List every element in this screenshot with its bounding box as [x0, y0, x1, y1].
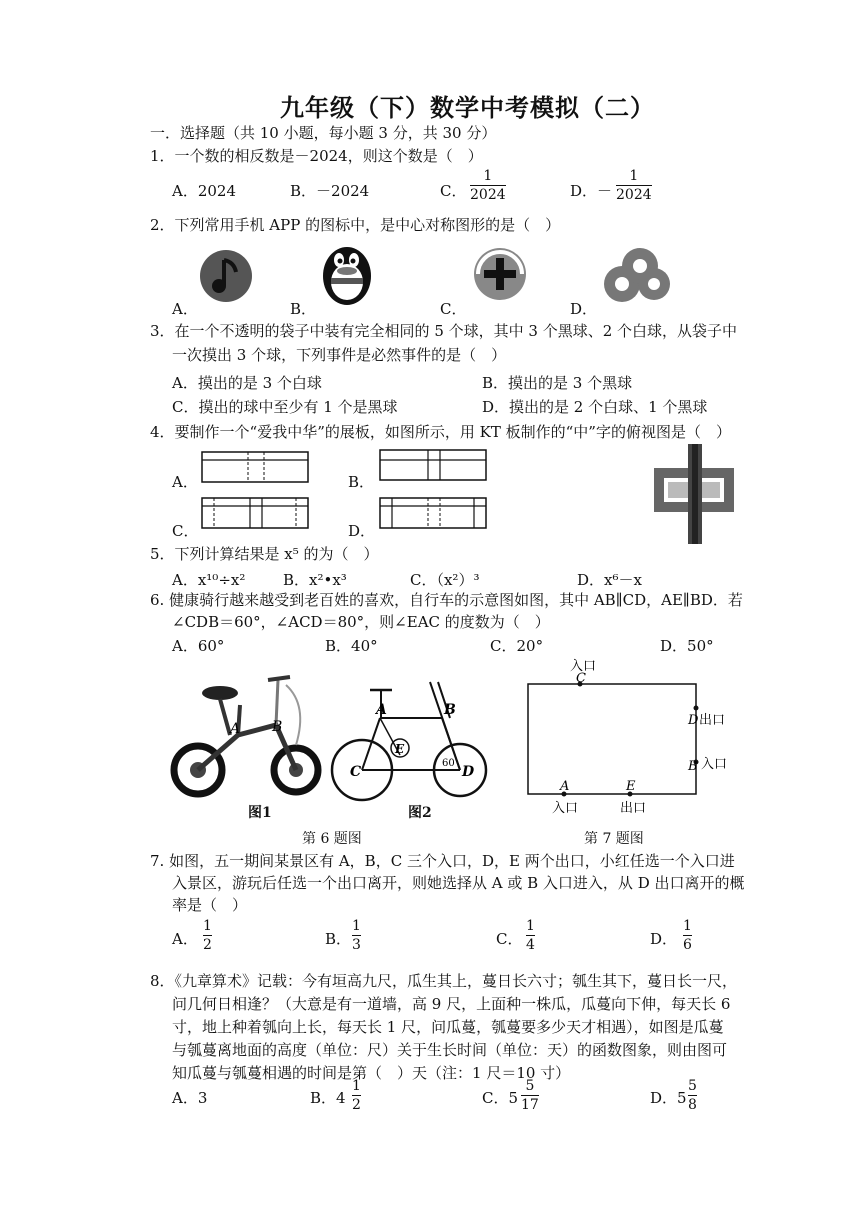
music-app-icon	[200, 246, 252, 304]
q4-option-d-view	[378, 496, 490, 532]
q8-option-d-fraction	[688, 1078, 697, 1113]
bike-label-b: B	[272, 719, 283, 735]
point-c: C	[350, 764, 362, 780]
figure-2-label: 图2	[408, 805, 432, 821]
q5-option-d[interactable]: D．x⁶－x	[577, 571, 642, 589]
q8-option-c-fraction	[521, 1078, 539, 1113]
fraction-numerator: 1	[526, 918, 535, 934]
q8-stem-line5: 知瓜蔓与瓠蔓相遇的时间是第（ ）天（注：1 尺＝10 寸）	[172, 1064, 571, 1082]
q8-stem-line2: 问几何日相逢？（大意是有一道墙，高 9 尺，上面种一株瓜，瓜蔓向下伸，每天长 6	[172, 995, 731, 1013]
q1-option-c-fraction	[470, 168, 506, 203]
q4-option-b[interactable]: B．	[348, 473, 375, 491]
map-a-entry-label: 入口	[552, 801, 579, 816]
fraction-denominator: 3	[352, 937, 361, 953]
fraction-denominator: 2024	[616, 187, 652, 203]
q3-option-d[interactable]: D．摸出的是 2 个白球、1 个黑球	[482, 398, 708, 416]
map-point-c: C	[576, 671, 586, 686]
q3-stem-line1: 3．在一个不透明的袋子中装有完全相同的 5 个球，其中 3 个黑球、2 个白球，从袋子中	[150, 322, 738, 340]
q1-option-b[interactable]: B．－2024	[290, 182, 370, 200]
fraction-denominator: 17	[521, 1097, 539, 1113]
fraction-numerator: 5	[525, 1078, 535, 1094]
q8-stem-line4: 与瓠蔓离地面的高度（单位：尺）关于生长时间（单位：天）的函数图象，则由图可	[172, 1041, 728, 1059]
q2-option-d[interactable]: D．	[570, 300, 598, 318]
zhong-character-model	[652, 442, 738, 546]
q7-stem-line2: 入景区，游玩后任选一个出口离开，则她选择从 A 或 B 入口进入，从 D 出口离开的概	[172, 874, 745, 892]
bicycle-diagram	[330, 680, 490, 805]
q1-option-d[interactable]: D．－	[570, 182, 613, 200]
q7-option-a-fraction	[203, 918, 212, 953]
q4-option-b-view	[378, 448, 490, 484]
figure-1-label: 图1	[248, 805, 272, 821]
map-point-a: A	[560, 779, 570, 794]
bike-label-a: A	[230, 721, 241, 737]
q4-option-c[interactable]: C．	[172, 522, 199, 540]
q4-option-c-view	[200, 496, 312, 532]
map-c-entry-label: 入口	[570, 659, 597, 674]
fraction-numerator: 5	[688, 1078, 697, 1094]
scenic-area-map	[518, 656, 740, 820]
q6-option-c[interactable]: C．20°	[490, 637, 544, 655]
q5-option-c[interactable]: C．（x²）³	[410, 571, 480, 589]
q1-option-d-fraction	[616, 168, 652, 203]
bicycle-photo	[168, 665, 326, 800]
map-point-b: B	[688, 759, 698, 774]
q8-option-a[interactable]: A．3	[172, 1089, 208, 1107]
point-d: D	[462, 764, 475, 780]
q6-option-d[interactable]: D．50°	[660, 637, 714, 655]
q1-option-c[interactable]: C．	[440, 182, 467, 200]
q7-option-a[interactable]: A．	[172, 930, 198, 948]
q7-option-c[interactable]: C．	[496, 930, 523, 948]
q8-option-d[interactable]: D．5	[650, 1089, 687, 1107]
cloud-rings-app-icon	[600, 246, 672, 308]
q7-stem-line3: 率是（ ）	[172, 896, 248, 914]
q7-option-b[interactable]: B．	[325, 930, 352, 948]
q4-stem: 4．要制作一个“爱我中华”的展板，如图所示，用 KT 板制作的“中”字的俯视图是（ ）	[150, 423, 731, 441]
q8-option-c[interactable]: C．5	[482, 1089, 519, 1107]
point-e: E	[395, 742, 405, 756]
fraction-denominator: 2024	[470, 187, 506, 203]
fraction-denominator: 2	[203, 937, 212, 953]
q1-stem: 1．一个数的相反数是－2024，则这个数是（ ）	[150, 147, 483, 165]
figure-7-caption: 第 7 题图	[584, 831, 644, 847]
fraction-denominator: 2	[352, 1097, 361, 1113]
fraction-numerator: 1	[203, 918, 212, 934]
plus-app-icon	[472, 246, 528, 302]
q5-stem: 5．下列计算结果是 x⁵ 的为（ ）	[150, 545, 379, 563]
q5-option-a[interactable]: A．x¹⁰÷x²	[172, 571, 246, 589]
map-e-exit-label: 出口	[620, 801, 647, 816]
q8-stem-line1: 8．《九章算术》记载：今有垣高九尺，瓜生其上，蔓日长六寸；瓠生其下，蔓日长一尺，	[150, 972, 738, 990]
q3-option-a[interactable]: A．摸出的是 3 个白球	[172, 374, 322, 392]
q3-option-b[interactable]: B．摸出的是 3 个黑球	[482, 374, 633, 392]
q8-option-b[interactable]: B．4	[310, 1089, 346, 1107]
q6-stem-line1: 6. 健康骑行越来越受到老百姓的喜欢，自行车的示意图如图，其中 AB∥CD，AE∥BD．若	[150, 591, 743, 609]
q3-stem-line2: 一次摸出 3 个球，下列事件是必然事件的是（ ）	[172, 346, 507, 364]
q6-stem-line2: ∠CDB＝60°，∠ACD＝80°，则∠EAC 的度数为（ ）	[172, 613, 550, 631]
fraction-denominator: 4	[526, 937, 535, 953]
map-point-e: E	[626, 779, 636, 794]
fraction-numerator: 1	[352, 918, 361, 934]
q5-option-b[interactable]: B．x²•x³	[283, 571, 347, 589]
q4-option-d[interactable]: D．	[348, 522, 376, 540]
penguin-app-icon	[318, 240, 376, 306]
q7-option-c-fraction	[526, 918, 535, 953]
page-title: 九年级（下）数学中考模拟（二）	[280, 93, 655, 122]
q2-stem: 2．下列常用手机 APP 的图标中，是中心对称图形的是（ ）	[150, 216, 561, 234]
point-b: B	[444, 702, 456, 718]
fraction-numerator: 1	[483, 168, 493, 184]
q7-option-d-fraction	[683, 918, 692, 953]
q1-option-a[interactable]: A．2024	[172, 182, 237, 200]
q7-option-b-fraction	[352, 918, 361, 953]
q8-stem-line3: 寸，地上种着瓠向上长，每天长 1 尺，问瓜蔓，瓠蔓要多少天才相遇），如图是瓜蔓	[172, 1018, 724, 1036]
fraction-numerator: 1	[352, 1078, 361, 1094]
q4-option-a[interactable]: A．	[172, 473, 198, 491]
q2-option-b[interactable]: B．	[290, 300, 317, 318]
fraction-denominator: 6	[683, 937, 692, 953]
section-heading: 一．选择题（共 10 小题，每小题 3 分，共 30 分）	[150, 124, 497, 142]
q7-option-d[interactable]: D．	[650, 930, 678, 948]
angle-label-60: 60	[442, 758, 455, 769]
fraction-numerator: 1	[683, 918, 692, 934]
q6-option-b[interactable]: B．40°	[325, 637, 378, 655]
map-b-entry-label: 入口	[701, 757, 728, 772]
fraction-numerator: 1	[629, 168, 639, 184]
q3-option-c[interactable]: C．摸出的球中至少有 1 个是黑球	[172, 398, 398, 416]
point-a: A	[376, 702, 387, 718]
q7-stem-line1: 7. 如图，五一期间某景区有 A，B，C 三个入口，D，E 两个出口，小红任选一个入口进	[150, 852, 735, 870]
q8-option-b-fraction	[352, 1078, 361, 1113]
map-d-exit-label: 出口	[699, 713, 726, 728]
q4-option-a-view	[200, 450, 312, 486]
map-point-d: D	[688, 713, 699, 728]
q2-option-a[interactable]: A．	[172, 300, 198, 318]
q6-option-a[interactable]: A．60°	[172, 637, 225, 655]
q2-option-c[interactable]: C．	[440, 300, 467, 318]
fraction-denominator: 8	[688, 1097, 697, 1113]
figure-6-caption: 第 6 题图	[302, 831, 362, 847]
